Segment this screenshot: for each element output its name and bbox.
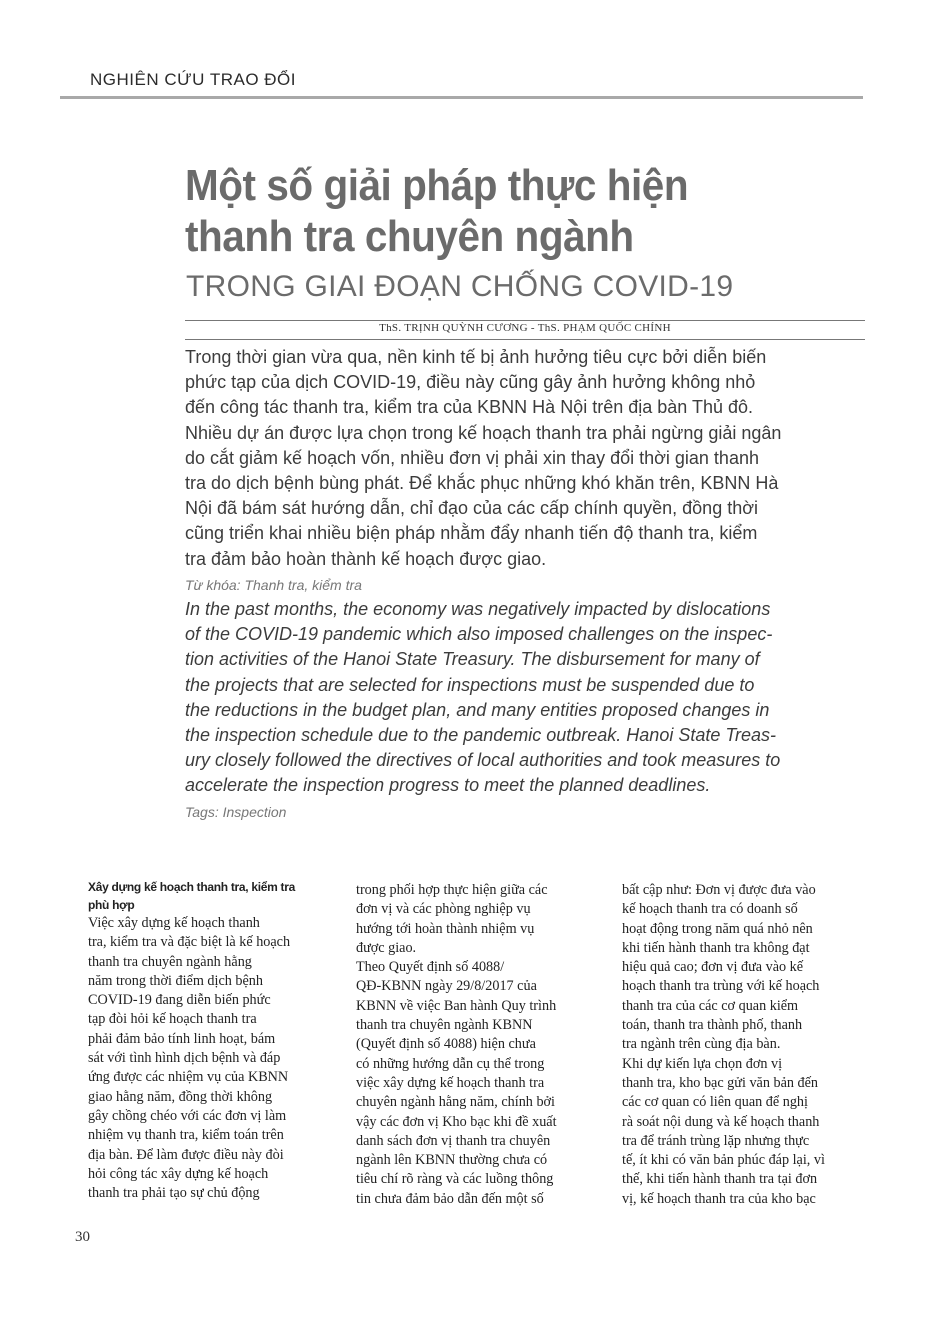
abstract-line: cũng triển khai nhiều biện pháp nhằm đẩy nhanh tiến độ thanh tra, kiểm [185, 523, 758, 544]
body-text-line: kế hoạch thanh tra có doanh số [622, 901, 798, 918]
body-text-line: ứng được các nhiệm vụ của KBNN [88, 1069, 289, 1086]
body-text-line: tra để tránh trùng lặp nhưng thực [622, 1132, 810, 1149]
body-text-line: gây chồng chéo với các đơn vị làm [88, 1107, 287, 1124]
abstract-line: accelerate the inspection progress to meet the planned deadlines. [185, 775, 711, 796]
abstract-line: Nhiều dự án được lựa chọn trong kế hoạch thanh tra phải ngừng giải ngân [185, 422, 782, 443]
body-text-line: danh sách đơn vị thanh tra chuyên [356, 1132, 551, 1149]
body-text-line: thanh tra phải tạo sự chủ động [88, 1185, 260, 1202]
body-column-1 [88, 878, 333, 1203]
abstract-line: Trong thời gian vừa qua, nền kinh tế bị ảnh hưởng tiêu cực bởi diễn biến [185, 347, 767, 367]
abstract-vietnamese [185, 345, 870, 572]
abstract-line: tion activities of the Hanoi State Treasury. The disbursement for many of [185, 649, 760, 670]
abstract-line: tra đảm bảo hoàn thành kế hoạch được giao. [185, 548, 547, 569]
abstract-line: tra do dịch bệnh bùng phát. Để khắc phục những khó khăn trên, KBNN Hà [185, 473, 779, 494]
body-text-line: tin chưa đảm bảo dẫn đến một số [356, 1190, 544, 1207]
body-text-line: QĐ-KBNN ngày 29/8/2017 của [356, 978, 537, 995]
section-label: NGHIÊN CỨU TRAO ĐỔI [90, 70, 296, 89]
body-text-line: năm trong thời điểm dịch bệnh [88, 972, 263, 989]
body-text-line: hoạt động trong năm quá nhỏ nên [622, 920, 813, 937]
keywords-vietnamese: Từ khóa: Thanh tra, kiểm tra [185, 577, 362, 593]
body-text-line: tra, kiểm tra và đặc biệt là kế hoạch [88, 934, 291, 951]
body-text-line: địa bàn. Để làm được điều này đòi [88, 1146, 284, 1163]
body-text-line: thế, khi tiến hành thanh tra tại đơn [622, 1171, 818, 1188]
body-text-line: thanh tra chuyên ngành KBNN [356, 1017, 533, 1034]
body-text-line: vậy các đơn vị Kho bạc khi đề xuất [356, 1113, 557, 1130]
abstract-line: the projects that are selected for inspections must be suspended due to [185, 674, 755, 695]
body-text-line: các cơ quan có liên quan để nghị [622, 1094, 808, 1111]
body-text-line: ngành lên KBNN thường chưa có [356, 1152, 548, 1169]
author-line: ThS. TRỊNH QUỲNH CƯƠNG - ThS. PHẠM QUỐC CHÍNH [379, 322, 671, 334]
body-column-2 [356, 881, 601, 1209]
body-text-line: Khi dự kiến lựa chọn đơn vị [622, 1055, 783, 1072]
body-text-line: việc xây dựng kế hoạch thanh tra [356, 1074, 545, 1091]
body-text-line: hoạch thanh tra trùng với kế hoạch [622, 978, 820, 995]
article-title [185, 160, 865, 262]
body-text-line: tạp đòi hỏi kế hoạch thanh tra [88, 1011, 257, 1028]
body-text-line: chuyên ngành hằng năm, chính bởi [356, 1094, 555, 1111]
abstract-line: ury closely followed the directives of local authorities and took measures to [185, 750, 781, 771]
body-text-line: phải đảm bảo tính linh hoạt, bám [88, 1030, 276, 1047]
body-text-line: thanh tra của các cơ quan kiểm [622, 997, 799, 1014]
body-column-3 [622, 881, 867, 1209]
body-text-line: được giao. [356, 939, 417, 956]
title-line-2: thanh tra chuyên ngành [185, 212, 634, 261]
abstract-line: do cắt giảm kế hoạch vốn, nhiều đơn vị phải xin thay đổi thời gian thanh [185, 447, 759, 468]
page-number: 30 [75, 1229, 90, 1245]
body-text-line: Việc xây dựng kế hoạch thanh [88, 915, 260, 931]
body-text-line: toán, thanh tra thành phố, thanh [622, 1017, 803, 1034]
abstract-line: Nội đã bám sát hướng dẫn, chỉ đạo của các cấp chính quyền, đồng thời [185, 498, 759, 519]
body-text-line: thanh tra chuyên ngành hằng [88, 953, 252, 970]
body-text-line: hiệu quả cao; đơn vị đưa vào kế [622, 959, 804, 976]
body-text-line: giao hằng năm, đồng thời không [88, 1088, 273, 1105]
body-text-line: hỏi công tác xây dựng kế hoạch [88, 1165, 269, 1182]
abstract-english [185, 597, 870, 799]
abstract-line: the inspection schedule due to the pandemic outbreak. Hanoi State Treas- [185, 725, 777, 746]
body-text-line: KBNN về việc Ban hành Quy trình [356, 997, 557, 1014]
section-divider [60, 96, 863, 99]
author-rule-bottom [185, 339, 865, 340]
section-heading-line: phù hợp [88, 898, 135, 912]
body-text-line: đơn vị và các phòng nghiệp vụ [356, 901, 531, 918]
abstract-line: đến công tác thanh tra, kiểm tra của KBNN Hà Nội trên địa bàn Thủ đô. [185, 397, 753, 418]
body-text-line: sát với tình hình dịch bệnh và đáp [88, 1050, 281, 1067]
abstract-line: of the COVID-19 pandemic which also imposed challenges on the inspec- [185, 624, 773, 645]
body-text-line: bất cập như: Đơn vị được đưa vào [622, 882, 816, 898]
section-heading-line: Xây dựng kế hoạch thanh tra, kiểm tra [88, 880, 295, 894]
body-text-line: thanh tra, kho bạc gửi văn bản đến [622, 1074, 819, 1091]
body-text-line: có những hướng dẫn cụ thể trong [356, 1055, 545, 1072]
article-subtitle: TRONG GIAI ĐOẠN CHỐNG COVID-19 [186, 270, 734, 303]
body-text-line: trong phối hợp thực hiện giữa các [356, 882, 548, 898]
abstract-line: phức tạp của dịch COVID-19, điều này cũng gây ảnh hưởng không nhỏ [185, 372, 756, 393]
body-text-line: Theo Quyết định số 4088/ [356, 959, 505, 976]
body-text-line: nhiệm vụ thanh tra, kiểm toán trên [88, 1127, 284, 1144]
body-text-line: COVID-19 đang diễn biến phức [88, 992, 271, 1009]
body-text-line: tế, ít khi có văn bản phúc đáp lại, vì [622, 1152, 825, 1169]
body-text-line: rà soát nội dung và kế hoạch thanh [622, 1113, 820, 1130]
body-text-line: (Quyết định số 4088) hiện chưa [356, 1036, 536, 1053]
body-text-line: khi tiến hành thanh tra không đạt [622, 939, 810, 956]
author-rule-top [185, 320, 865, 321]
body-text-line: tiêu chí rõ ràng và các luồng thông [356, 1171, 554, 1188]
column-1-text [88, 914, 333, 1203]
abstract-line: In the past months, the economy was negatively impacted by dislocations [185, 599, 771, 619]
keywords-english: Tags: Inspection [185, 804, 287, 820]
body-text-line: hướng tới hoàn thành nhiệm vụ [356, 920, 535, 937]
title-line-1: Một số giải pháp thực hiện [185, 161, 689, 210]
body-text-line: vị, kế hoạch thanh tra của kho bạc [622, 1190, 816, 1207]
abstract-line: the reductions in the budget plan, and many entities proposed changes in [185, 699, 770, 720]
body-text-line: tra ngành trên cùng địa bàn. [622, 1036, 781, 1053]
